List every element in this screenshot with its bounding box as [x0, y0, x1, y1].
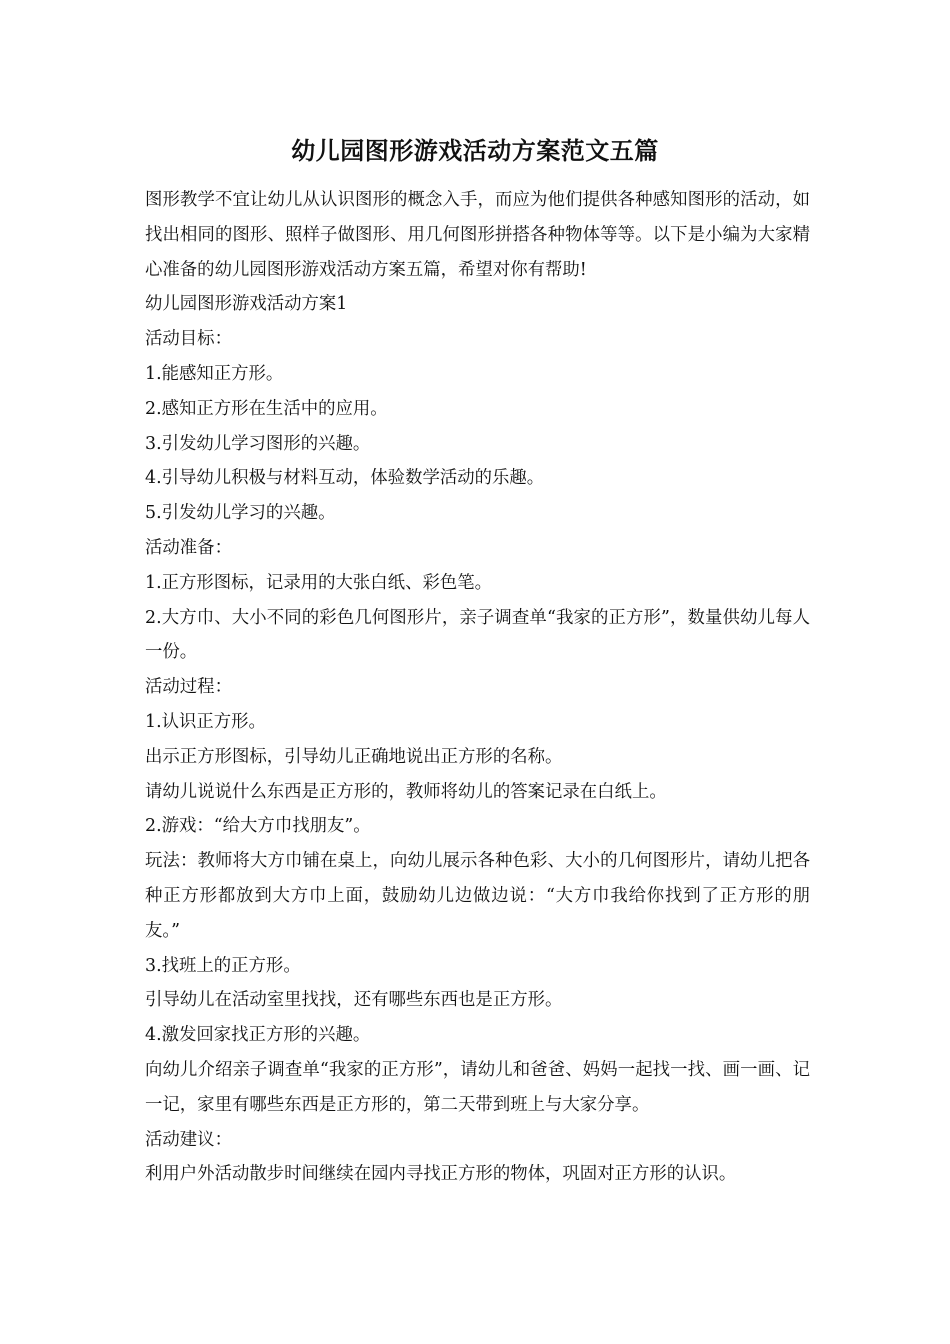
process-text: 引导幼儿在活动室里找找，还有哪些东西也是正方形。 [145, 990, 563, 1011]
suggestion-text: 利用户外活动散步时间继续在园内寻找正方形的物体，巩固对正方形的认识。 [145, 1164, 737, 1185]
goal-item: 1.能感知正方形。 [145, 363, 284, 384]
subheading-process: 活动过程： [145, 677, 232, 698]
subheading-goals: 活动目标： [145, 329, 232, 350]
process-text: 向幼儿介绍亲子调查单“我家的正方形”，请幼儿和爸爸、妈妈一起找一找、画一画、记一记，家里有哪些东西是正方形的，第二天带到班上与大家分享。 [145, 1059, 810, 1115]
process-text: 出示正方形图标，引导幼儿正确地说出正方形的名称。 [145, 746, 563, 767]
preparation-item: 2.大方巾、大小不同的彩色几何图形片，亲子调查单“我家的正方形”，数量供幼儿每人一份。 [145, 607, 810, 663]
process-step: 2.游戏：“给大方巾找朋友”。 [145, 816, 371, 837]
goal-item: 4.引导幼儿积极与材料互动，体验数学活动的乐趣。 [145, 468, 545, 489]
preparation-item: 1.正方形图标，记录用的大张白纸、彩色笔。 [145, 572, 493, 593]
process-step: 4.激发回家找正方形的兴趣。 [145, 1025, 371, 1046]
process-step: 1.认识正方形。 [145, 711, 266, 732]
goal-item: 3.引发幼儿学习图形的兴趣。 [145, 433, 371, 454]
document-title: 幼儿园图形游戏活动方案范文五篇 [291, 136, 659, 165]
goal-item: 2.感知正方形在生活中的应用。 [145, 398, 388, 419]
section-heading: 幼儿园图形游戏活动方案1 [145, 294, 348, 315]
goal-item: 5.引发幼儿学习的兴趣。 [145, 503, 336, 524]
process-text: 请幼儿说说什么东西是正方形的，教师将幼儿的答案记录在白纸上。 [145, 781, 667, 802]
subheading-suggestions: 活动建议： [145, 1129, 232, 1150]
process-text: 玩法：教师将大方巾铺在桌上，向幼儿展示各种色彩、大小的几何图形片，请幼儿把各种正方形都放到大方巾上面，鼓励幼儿边做边说：“大方巾我给你找到了正方形的朋友。” [145, 851, 810, 941]
process-step: 3.找班上的正方形。 [145, 955, 301, 976]
intro-paragraph: 图形教学不宜让幼儿从认识图形的概念入手，而应为他们提供各种感知图形的活动，如找出相同的图形、照样子做图形、用几何图形拼搭各种物体等等。以下是小编为大家精心准备的幼儿园图形游戏活动方案五篇，希望对你有帮助! [145, 190, 810, 280]
subheading-preparation: 活动准备： [145, 537, 232, 558]
document-body [145, 183, 810, 1192]
